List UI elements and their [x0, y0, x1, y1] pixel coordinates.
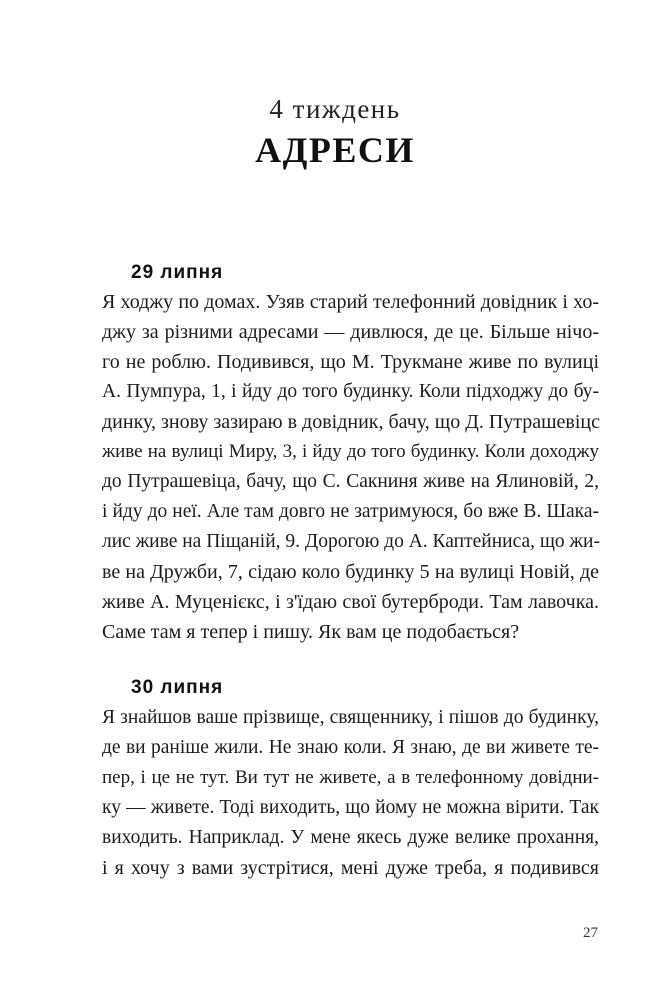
- chapter-title: АДРЕСИ: [255, 130, 415, 170]
- text-line: пер, і це не тут. Ви тут не живете, а в телефонному довідни-: [102, 767, 599, 788]
- text-line: го не роблю. Подивився, що М. Трукмане живе по вулиці: [102, 351, 599, 373]
- text-line: джу за різними адресами — дивлюся, де це. Більше нічо-: [102, 321, 599, 343]
- text-line: А. Пумпура, 1, і йду до того будинку. Коли підходжу до бу-: [102, 381, 599, 402]
- text-line: живе А. Муценієкс, і з'їдаю свої бутерброди. Там лавочка.: [102, 591, 599, 613]
- text-line: виходить. Наприклад. У мене якесь дуже велике прохання,: [102, 827, 599, 848]
- text-line: живе на вулиці Миру, 3, і йду до того будинку. Коли доходжу: [102, 441, 599, 462]
- text-line: Саме там я тепер і пишу. Як вам це подобається?: [102, 621, 520, 643]
- text-line: де ви раніше жили. Не знаю коли. Я знаю, де ви живете те-: [102, 737, 599, 758]
- text-line: Я знайшов ваше прізвище, священнику, і пішов до будинку,: [102, 707, 599, 728]
- text-line: лис живе на Піщаній, 9. Дорогою до А. Каптейниса, що жи-: [102, 531, 600, 552]
- entry-date: 29 липня: [131, 262, 224, 283]
- text-line: Я ходжу по домах. Узяв старий телефонний довідник і хо-: [102, 291, 599, 313]
- text-line: і я хочу з вами зустрітися, мені дуже треба, я подивився: [102, 857, 599, 879]
- text-line: ве на Дружби, 7, сідаю коло будинку 5 на вулиці Новій, де: [102, 561, 599, 583]
- entry-paragraph: [102, 703, 599, 883]
- text-line: ку — живете. Тоді виходить, що йому не можна вірити. Так: [102, 797, 599, 818]
- text-line: і йду до неї. Але там довго не затримуюся, бо вже В. Шака-: [102, 501, 599, 522]
- text-line: до Путрашевіца, бачу, що С. Сакниня живе на Ялиновій, 2,: [102, 471, 599, 492]
- entry-paragraph: [102, 287, 599, 647]
- text-line: динку, знову зазираю в довідник, бачу, що Д. Путрашевіцс: [102, 411, 601, 433]
- entry-date: 30 липня: [131, 677, 224, 698]
- page-number: 27: [583, 925, 598, 941]
- week-heading: 4 тиждень: [269, 94, 401, 124]
